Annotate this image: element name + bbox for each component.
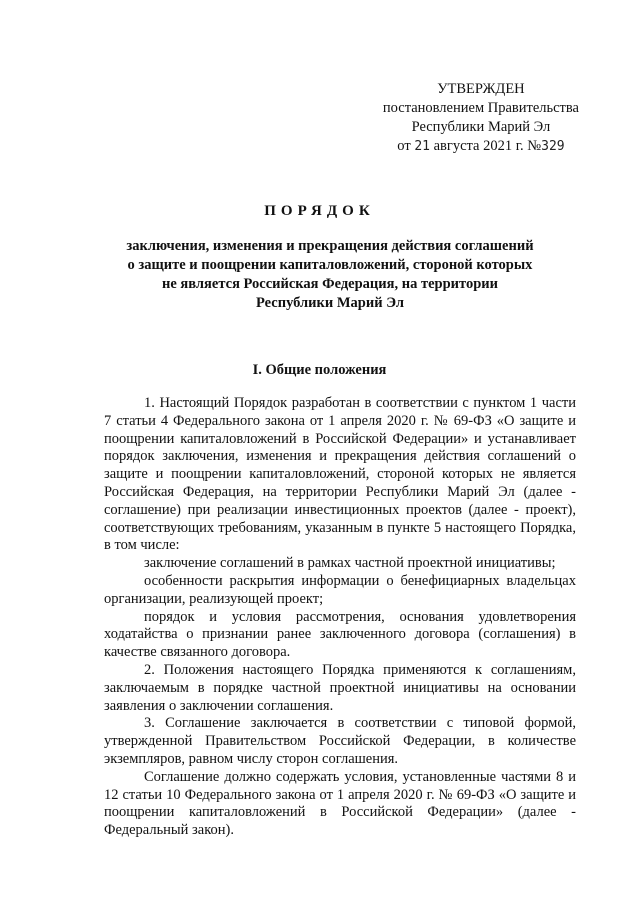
approval-stamp [383, 80, 579, 156]
subtitle-line: о защите и поощрении капиталовложений, стороной которых [127, 257, 533, 273]
approval-issuer: постановлением Правительства [382, 100, 579, 116]
paragraph-1-item-2: особенности раскрытия информации о бенефициарных владельцах организации, реализующей проект; [104, 572, 576, 607]
paragraph-2: 2. Положения настоящего Порядка применяются к соглашениям, заключаемым в порядке частной проектной инициативы на основании заявления о заключении соглашения. [104, 661, 576, 714]
subtitle-line: не является Российская Федерация, на территории [162, 276, 498, 292]
document-title: ПОРЯДОК [264, 203, 375, 219]
subtitle-line: заключения, изменения и прекращения действия соглашений [126, 238, 534, 254]
paragraph-1-item-3: порядок и условия рассмотрения, основания удовлетворения ходатайства о признании ранее заключенного договора (соглашения) в качестве связанного договора. [104, 608, 576, 661]
approval-number: 329 [541, 139, 565, 154]
approval-day: 21 [414, 139, 430, 154]
subtitle-line: Республики Марий Эл [256, 295, 404, 311]
approval-region: Республики Марий Эл [411, 119, 551, 135]
document-body [104, 395, 576, 840]
approval-number-sign: № [527, 138, 542, 154]
approval-month-year: августа 2021 г. [433, 138, 524, 154]
paragraph-3: 3. Соглашение заключается в соответствии с типовой формой, утвержденной Правительством Российской Федерации, в количестве экземпляров, равном числу сторон соглашения. [104, 715, 576, 767]
paragraph-3-continuation: Соглашение должно содержать условия, установленные частями 8 и 12 статьи 10 Федерального закона от 1 апреля 2020 г. № 69-ФЗ «О защите и поощрении капиталовложений в Российской Федерации» (далее - Федеральный закон). [104, 768, 576, 839]
approval-heading: УТВЕРЖДЕН [437, 81, 525, 97]
approval-date-prefix: от [397, 138, 411, 154]
section-heading: I. Общие положения [252, 362, 387, 378]
paragraph-1-item-1: заключение соглашений в рамках частной проектной инициативы; [144, 555, 556, 572]
document-subtitle [80, 237, 580, 313]
approval-date-line [383, 137, 579, 156]
paragraph-1: 1. Настоящий Порядок разработан в соответствии с пунктом 1 части 7 статьи 4 Федерального закона от 1 апреля 2020 г. № 69-ФЗ «О защите и поощрении капиталовложений в Российской Федерации» и устанавливает порядок заключения, изменения и прекращения действия соглашений о защите и поощрении капиталовложений, стороной которых не является Российская Федерация, на территории Республики Марий Эл (далее - соглашение) при реализации инвестиционных проектов (далее - проект), соответствующих требованиям, указанным в пункте 5 настоящего Порядка, в том числе: [104, 395, 576, 554]
